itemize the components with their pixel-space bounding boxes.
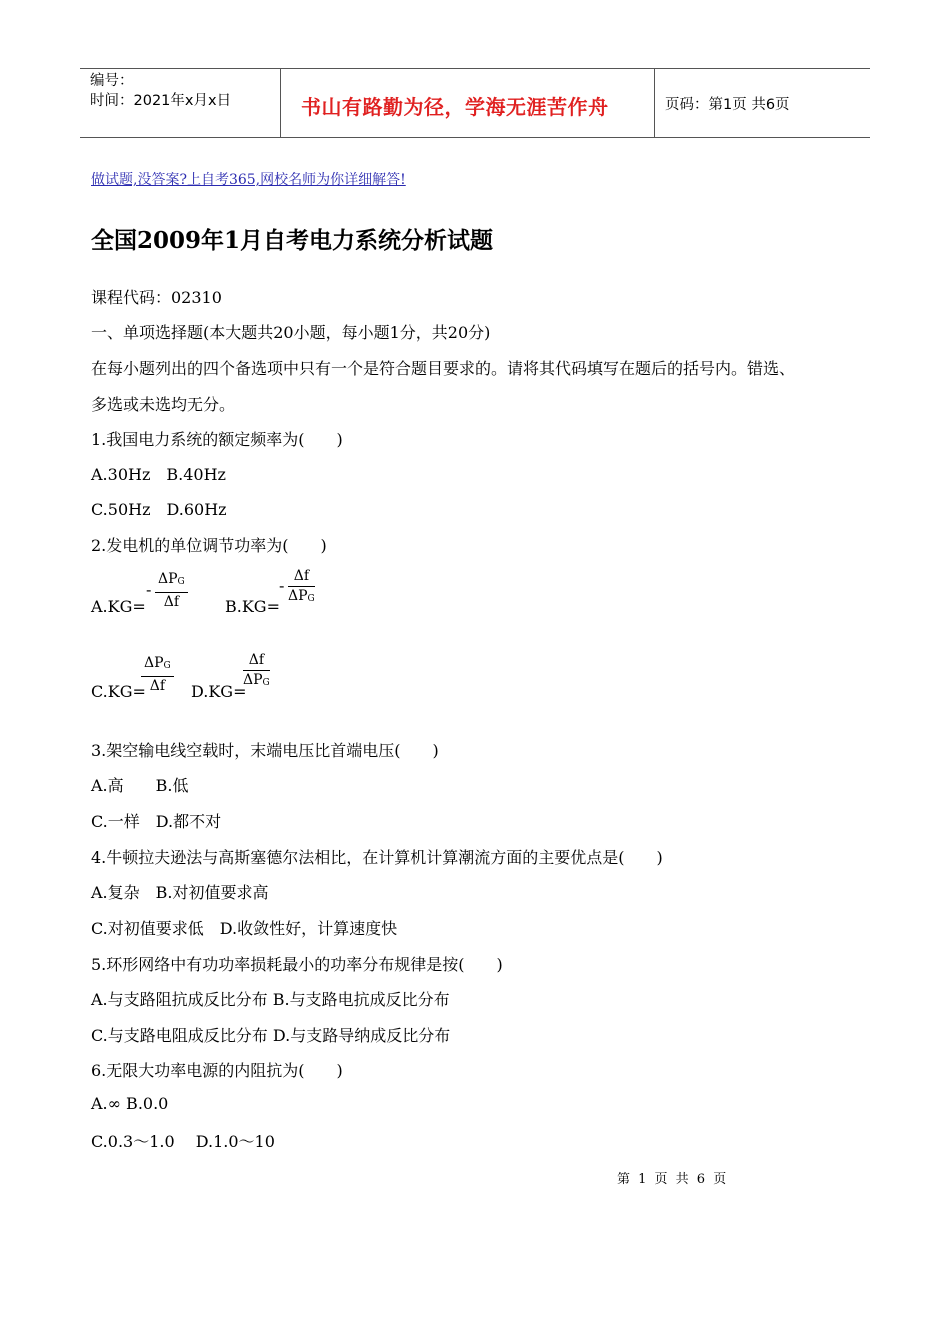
q2-option-d: D.KG= <box>191 682 247 701</box>
minus-sign: - <box>146 580 152 599</box>
ad-link[interactable]: 做试题,没答案?上自考365,网校名师为你详细解答! <box>91 172 406 188</box>
minus-sign: - <box>279 576 285 595</box>
section-heading: 一、单项选择题(本大题共20小题，每小题1分，共20分) <box>91 323 491 342</box>
q1-options-ab: A.30Hz B.40Hz <box>91 465 226 484</box>
q2-option-a: A.KG= <box>91 597 146 616</box>
header-right-cell <box>655 69 870 137</box>
q5-options-ab: A.与支路阻抗成反比分布 B.与支路电抗成反比分布 <box>91 990 450 1009</box>
q2-option-b: B.KG= <box>225 597 280 616</box>
q3-options-cd: C.一样 D.都不对 <box>91 812 222 831</box>
q2-option-c: C.KG= <box>91 682 146 701</box>
q6-options-cd: C.0.3～1.0 D.1.0～10 <box>91 1132 275 1151</box>
numerator: Δf <box>243 651 270 671</box>
question-1: 1.我国电力系统的额定频率为( ) <box>91 430 343 449</box>
header-middle-cell <box>281 69 655 137</box>
q4-options-ab: A.复杂 B.对初值要求高 <box>91 883 269 902</box>
q5-options-cd: C.与支路电阻成反比分布 D.与支路导纳成反比分布 <box>91 1026 451 1045</box>
q4-options-cd: C.对初值要求低 D.收敛性好，计算速度快 <box>91 919 398 938</box>
page-footer: 第 1 页 共 6 页 <box>617 1172 729 1187</box>
numerator: $\Delta P_G$ <box>141 654 174 677</box>
question-2: 2.发电机的单位调节功率为( ) <box>91 536 327 555</box>
fraction-c <box>141 654 174 696</box>
q3-options-ab: A.高 B.低 <box>91 776 189 795</box>
instruction-line-1: 在每小题列出的四个备选项中只有一个是符合题目要求的。请将其代码填写在题后的括号内。错选、 <box>91 359 796 378</box>
number-label: 编号： <box>90 73 134 89</box>
page-info: 页码：第1页 共6页 <box>665 97 790 113</box>
header-left-cell <box>80 69 281 137</box>
q6-options-ab: A.∞ B.0.0 <box>91 1094 169 1113</box>
motto-text: 书山有路勤为径，学海无涯苦作舟 <box>301 95 609 119</box>
fraction-d <box>243 651 270 693</box>
course-code: 课程代码：02310 <box>91 288 222 307</box>
fraction-b <box>288 567 315 609</box>
question-3: 3.架空输电线空载时，末端电压比首端电压( ) <box>91 741 439 760</box>
question-4: 4.牛顿拉夫逊法与高斯塞德尔法相比，在计算机计算潮流方面的主要优点是( ) <box>91 848 663 867</box>
question-5: 5.环形网络中有功功率损耗最小的功率分布规律是按( ) <box>91 955 503 974</box>
denominator: Δf <box>163 594 180 610</box>
page-header <box>80 68 870 138</box>
time-label: 时间：2021年x月x日 <box>90 93 232 109</box>
denominator: $\Delta P_G$ <box>288 588 315 604</box>
numerator: Δf <box>288 567 315 587</box>
instruction-line-2: 多选或未选均无分。 <box>91 395 236 414</box>
denominator: Δf <box>149 678 166 694</box>
q1-options-cd: C.50Hz D.60Hz <box>91 500 227 519</box>
numerator: $\Delta P_G$ <box>155 570 188 593</box>
question-6: 6.无限大功率电源的内阻抗为( ) <box>91 1061 343 1080</box>
page-title: 全国2009年1月自考电力系统分析试题 <box>91 227 494 254</box>
fraction-a <box>155 570 188 612</box>
denominator: $\Delta P_G$ <box>243 672 270 688</box>
